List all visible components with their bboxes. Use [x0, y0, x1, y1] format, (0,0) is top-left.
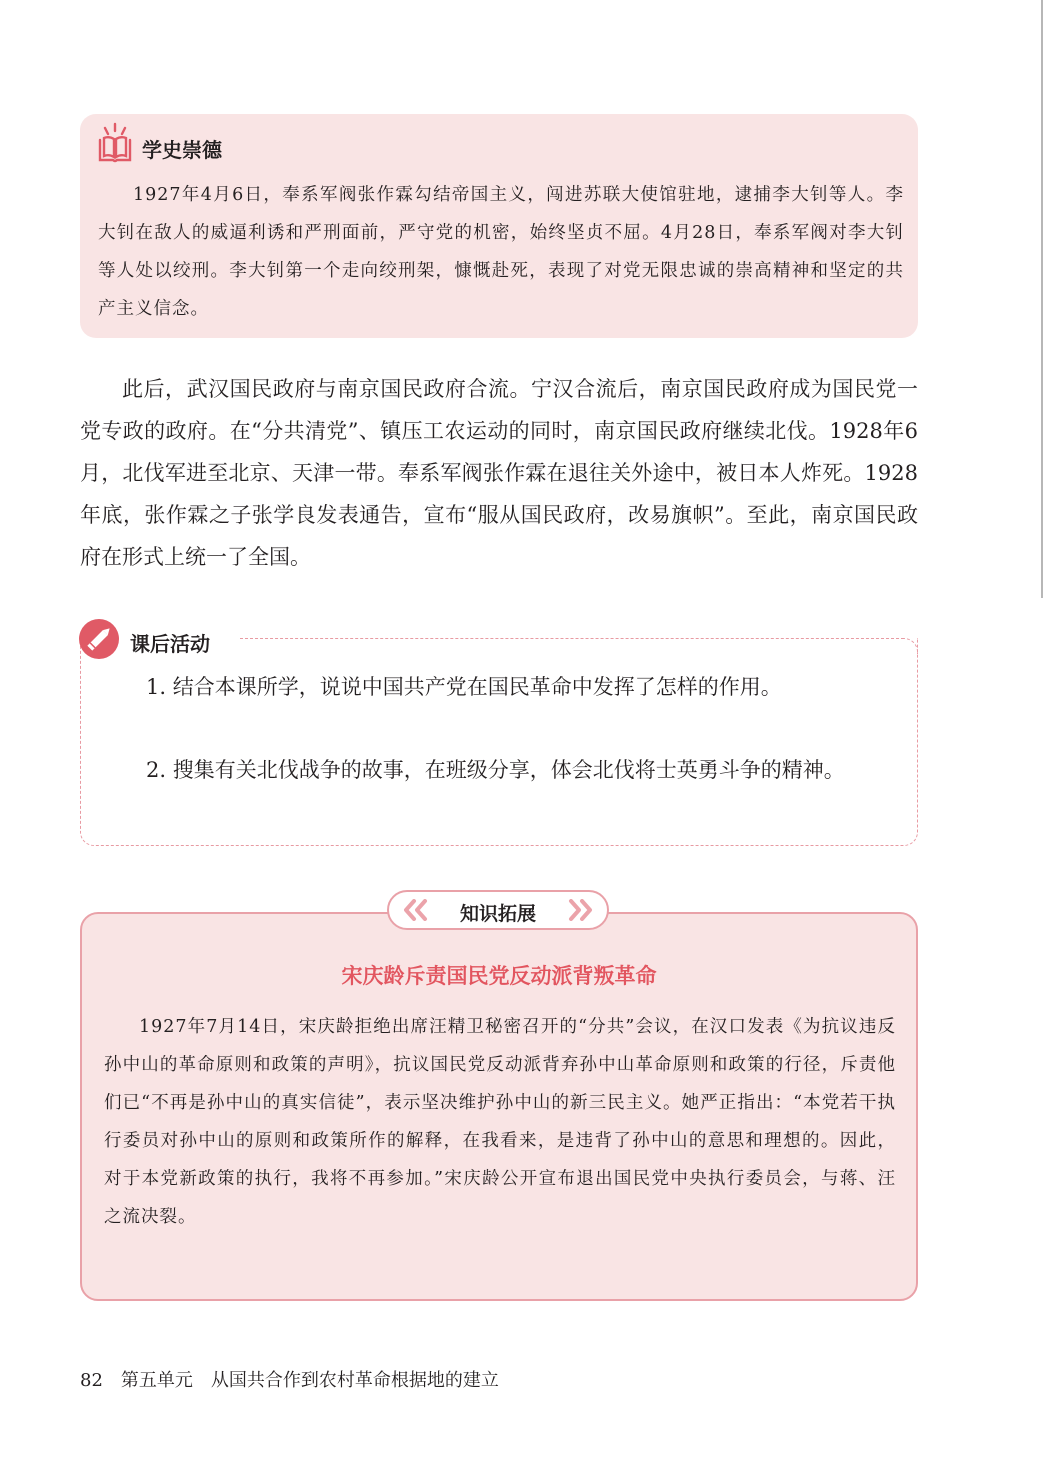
page-edge-line [1041, 0, 1043, 598]
body-paragraph: 此后，武汉国民政府与南京国民政府合流。宁汉合流后，南京国民政府成为国民党一党专政的政府。在“分共清党”、镇压工农运动的同时，南京国民政府继续北伐。1928年6月，北伐军进至北京、天津一带。奉系军阀张作霖在退往关外途中，被日本人炸死。1928年底，张作霖之子张学良发表通告，宣布“服从国民政府，改易旗帜”。至此，南京国民政府在形式上统一了全国。 [80, 377, 918, 569]
activity-item-2: 2. 搜集有关北伐战争的故事，在班级分享，体会北伐将士英勇斗争的精神。 [146, 758, 845, 782]
page-number: 82 [80, 1370, 103, 1391]
activity-item-1: 1. 结合本课所学，说说中国共产党在国民革命中发挥了怎样的作用。 [146, 675, 782, 699]
activity-title: 课后活动 [130, 628, 216, 657]
knowledge-heading: 宋庆龄斥责国民党反动派背叛革命 [341, 964, 657, 988]
activity-top-border [240, 638, 904, 639]
history-virtue-box [80, 114, 918, 338]
knowledge-extension-tab [387, 890, 609, 930]
knowledge-text: 1927年7月14日，宋庆龄拒绝出席汪精卫秘密召开的“分共”会议，在汉口发表《为抗议违反孙中山的革命原则和政策的声明》，抗议国民党反动派背弃孙中山革命原则和政策的行径，斥责他们已“不再是孙中山的真实信徒”，表示坚决维护孙中山的新三民主义。她严正指出：“本党若干执行委员对孙中山的原则和政策所作的解释，在我看来，是违背了孙中山的意思和理想的。因此，对于本党新政策的执行，我将不再参加。”宋庆龄公开宣布退出国民党中央执行委员会，与蒋、汪之流决裂。 [104, 1017, 896, 1227]
double-chevron-right-icon [567, 899, 593, 921]
unit-label: 第五单元 [120, 1370, 193, 1391]
knowledge-extension-title: 知识拓展 [459, 903, 536, 925]
pencil-icon [78, 618, 120, 660]
page-footer [80, 1366, 499, 1392]
history-virtue-text: 1927年4月6日，奉系军阀张作霖勾结帝国主义，闯进苏联大使馆驻地，逮捕李大钊等人。李大钊在敌人的威逼利诱和严刑面前，严守党的机密，始终坚贞不屈。4月28日，奉系军阀对李大钊等人处以绞刑。李大钊第一个走向绞刑架，慷慨赴死，表现了对党无限忠诚的崇高精神和坚定的共产主义信念。 [98, 185, 904, 319]
open-book-icon [96, 120, 134, 164]
unit-title: 从国共合作到农村革命根据地的建立 [210, 1370, 499, 1391]
history-virtue-title: 学史崇德 [142, 138, 222, 162]
